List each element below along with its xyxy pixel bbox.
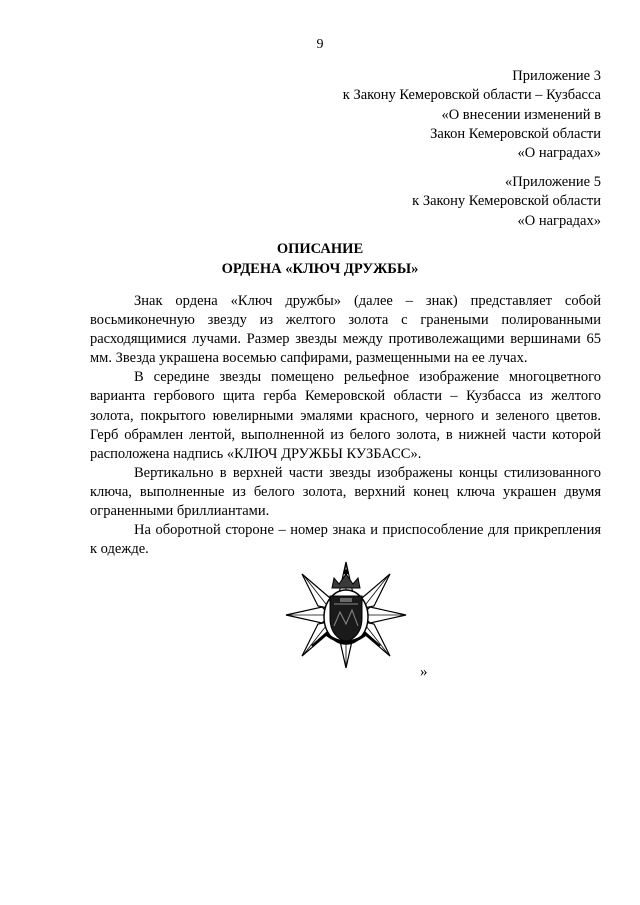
appendix-5-line: «О наградах»: [517, 212, 601, 229]
paragraph: На оборотной стороне – номер знака и приспособление для прикрепления к одежде.: [90, 522, 601, 558]
title-line-1: ОПИСАНИЕ: [276, 241, 364, 257]
paragraph: В середине звезды помещено рельефное изображение многоцветного варианта гербового щита герба Кемеровской области – Кузбасса из желтого золота, покрытого ювелирными эмалями красного, черного и зеленого цветов. Герб обрамлен лентой, выполненной из белого золота, в нижней части которой расположена надпись «КЛЮЧ ДРУЖБЫ КУЗБАСС».: [90, 369, 601, 462]
appendix-3-line: Закон Кемеровской области: [430, 125, 601, 142]
appendix-3-line: к Закону Кемеровской области – Кузбасса: [342, 87, 601, 104]
closing-quote: »: [420, 664, 428, 680]
appendix-5-line: к Закону Кемеровской области: [412, 193, 601, 210]
paragraph: Знак ордена «Ключ дружбы» (далее – знак) представляет собой восьмиконечную звезду из желтого золота с гранеными полированными расходящимися лучами. Размер звезды между противолежащими вершинами 65 мм. Звезда украшена восемью сапфирами, размещенными на ее лучах.: [90, 293, 601, 367]
document-title: [0, 240, 640, 279]
title-line-2: ОРДЕНА «КЛЮЧ ДРУЖБЫ»: [221, 260, 419, 277]
order-star-emblem: [282, 560, 410, 670]
appendix-5-header: [412, 173, 601, 231]
crown: [332, 570, 360, 588]
appendix-3-line: Приложение 3: [512, 68, 601, 84]
description-body: [90, 292, 601, 559]
page-number: 9: [316, 37, 324, 52]
appendix-5-line: «Приложение 5: [505, 174, 601, 190]
appendix-3-header: [343, 67, 601, 163]
paragraph: Вертикально в верхней части звезды изображены концы стилизованного ключа, выполненные из белого золота, верхний конец ключа украшен двумя ограненными бриллиантами.: [90, 464, 601, 520]
appendix-3-line: «О внесении изменений в: [441, 106, 601, 123]
appendix-3-line: «О наградах»: [517, 145, 601, 162]
